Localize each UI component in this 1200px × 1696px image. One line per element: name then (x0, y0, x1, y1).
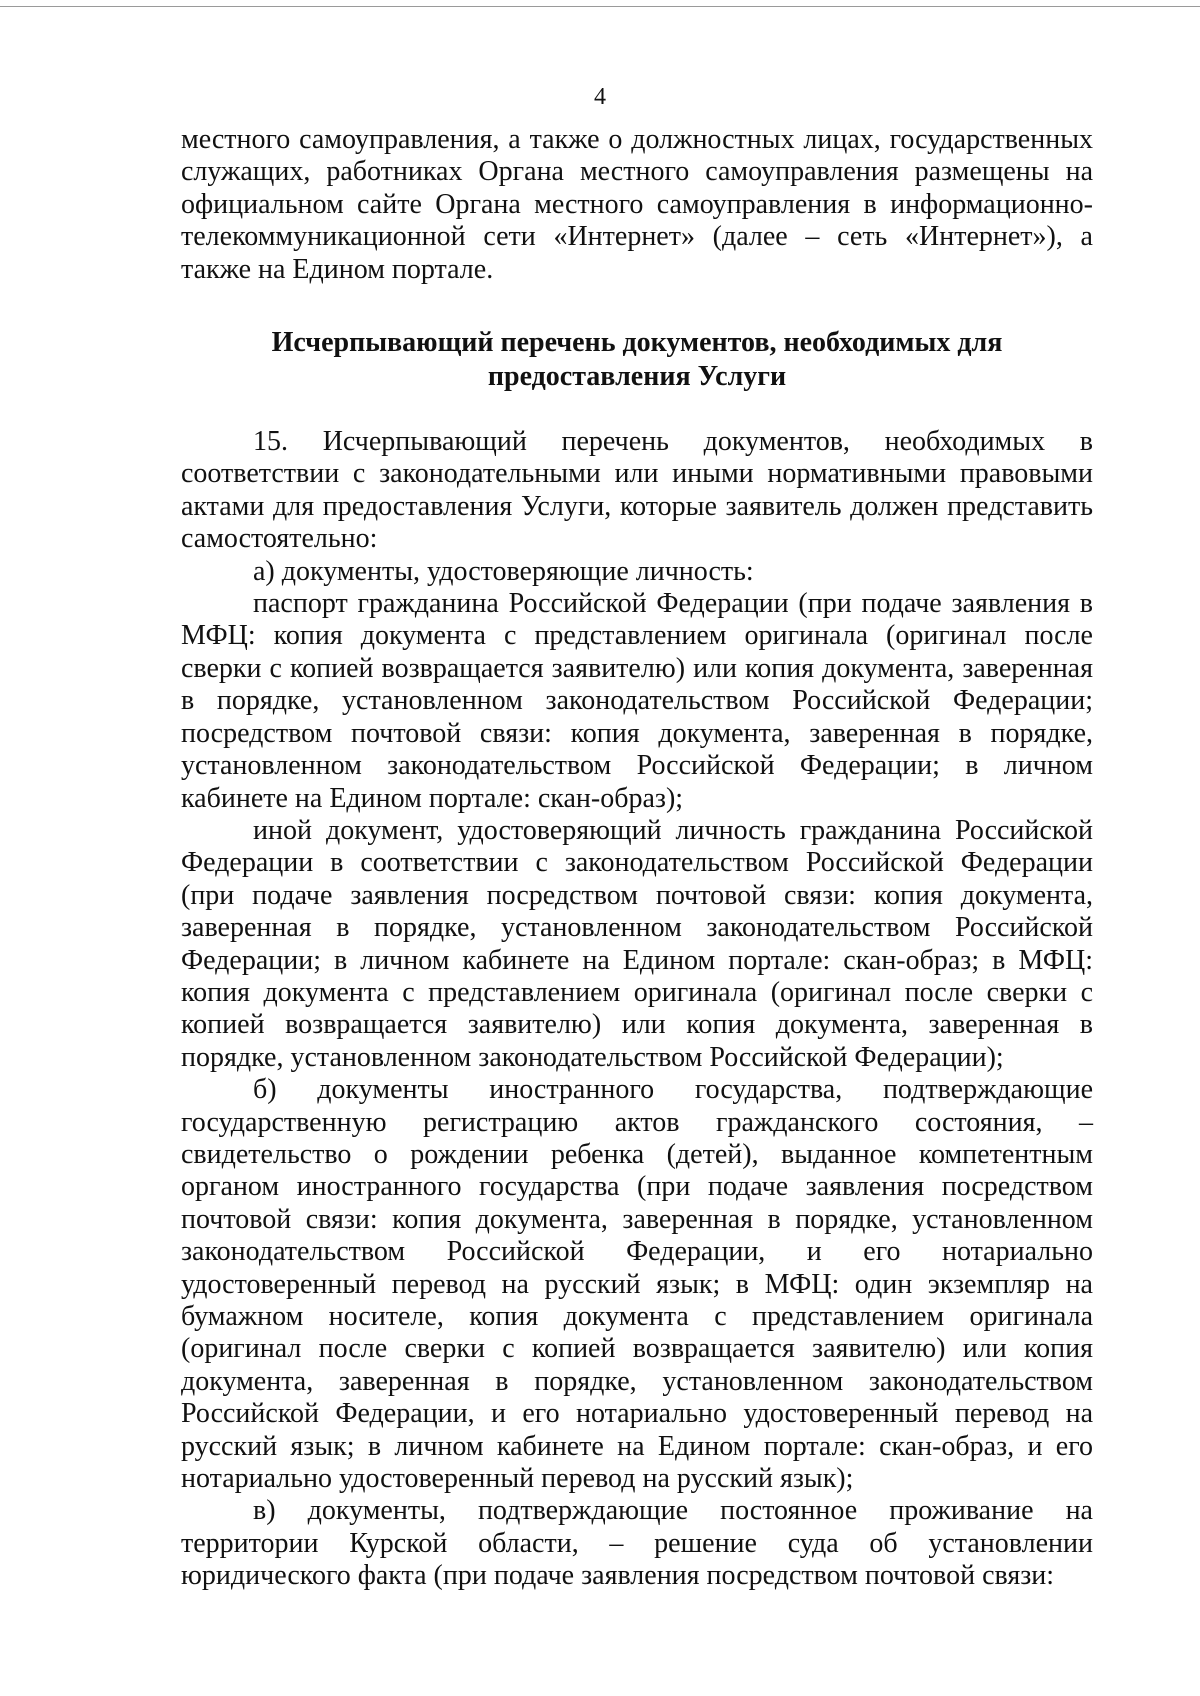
page-number: 4 (594, 84, 606, 110)
section-heading: Исчерпывающий перечень документов, необходимых для предоставления Услуги (271, 327, 1003, 393)
intro-paragraph: местного самоуправления, а также о должностных лицах, государственных служащих, работниках Органа местного самоуправления размещены на официальном сайте Органа местного самоуправления в информационно-телекоммуникационной сети «Интернет» (далее – сеть «Интернет»), а также на Едином портале. (181, 124, 1093, 285)
paragraph-subitem-b: б) документы иностранного государства, подтверждающие государственную регистрацию актов гражданского состояния, – свидетельство о рождении ребенка (детей), выданное компетентным органом иностранного государства (при подаче заявления посредством почтовой связи: копия документа, заверенная в порядке, установленном законодательством Российской Федерации, и его нотариально удостоверенный перевод на русский язык; в МФЦ: один экземпляр на бумажном носителе, копия документа с представлением оригинала (оригинал после сверки с копией возвращается заявителю) или копия документа, заверенная в порядке, установленном законодательством Российской Федерации, и его нотариально удостоверенный перевод на русский язык; в личном кабинете на Едином портале: скан-образ, и его нотариально удостоверенный перевод на русский язык); (181, 1074, 1093, 1495)
page-top-edge-line (0, 6, 1200, 7)
paragraph-other-id-document: иной документ, удостоверяющий личность гражданина Российской Федерации в соответствии с законодательством Российской Федерации (при подаче заявления посредством почтовой связи: копия документа, заверенная в порядке, установленном законодательством Российской Федерации; в личном кабинете на Едином портале: скан-образ; в МФЦ: копия документа с представлением оригинала (оригинал после сверки с копией возвращается заявителю) или копия документа, заверенная в порядке, установленном законодательством Российской Федерации); (181, 814, 1093, 1073)
paragraph-item-15: 15. Исчерпывающий перечень документов, необходимых в соответствии с законодательными или иными нормативными правовыми актами для предоставления Услуги, которые заявитель должен представить самостоятельно: (181, 426, 1093, 555)
paragraph-subitem-v: в) документы, подтверждающие постоянное проживание на территории Курской области, – решение суда об установлении юридического факта (при подаче заявления посредством почтовой связи: (181, 1495, 1093, 1592)
paragraph-passport: паспорт гражданина Российской Федерации (при подаче заявления в МФЦ: копия документа с представлением оригинала (оригинал после сверки с копией возвращается заявителю) или копия документа, заверенная в порядке, установленном законодательством Российской Федерации; посредством почтовой связи: копия документа, заверенная в порядке, установленном законодательством Российской Федерации; в личном кабинете на Едином портале: скан-образ); (181, 588, 1093, 814)
document-body (181, 124, 1093, 1593)
paragraph-subitem-a: а) документы, удостоверяющие личность: (253, 555, 754, 587)
